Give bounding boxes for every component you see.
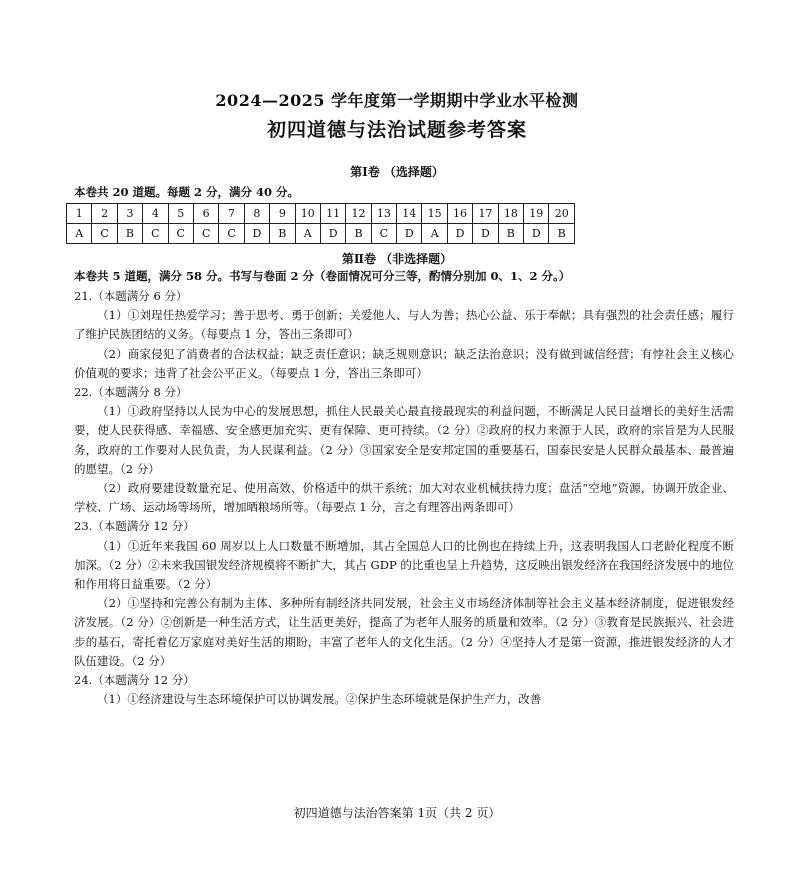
answer-cell: C — [168, 224, 193, 244]
answer-cell: C — [371, 224, 396, 244]
answer-cell: D — [244, 224, 269, 244]
question-number-cell: 5 — [168, 204, 193, 224]
answer-cell: C — [219, 224, 244, 244]
question-number-cell: 7 — [219, 204, 244, 224]
part2-note: 本卷共 5 道题，满分 58 分。书写与卷面 2 分（卷面情况可分三等，酌情分别加 0、1、2 分。） — [74, 269, 571, 283]
question-number-cell: 4 — [143, 204, 168, 224]
question-number-cell: 19 — [524, 204, 549, 224]
page-footer: 初四道德与法治答案第 1页（共 2 页） — [293, 806, 501, 820]
part1-heading: 第Ⅰ卷 （选择题） — [350, 165, 444, 179]
exam-title: 2024—2025 学年度第一学期期中学业水平检测 — [215, 91, 579, 110]
question-number-cell: 14 — [397, 204, 422, 224]
answer-paragraph: （2）①坚持和完善公有制为主体、多种所有制经济共同发展，社会主义市场经济体制等社会主义基本经济制度，促进银发经济发展。（2 分）②创新是一种生活方式，让生活更美好，提高了为老年人服务的质量和效率。（2 分）③教育是民族振兴、社会进步的基石，寄托着亿万家庭对美好生活的期盼，丰富了老年人的文化生活。（2 分）④坚持人才是第一资源，推进银发经济的人才队伍建设。（2 分） — [74, 596, 734, 668]
answer-paragraph: （2）商家侵犯了消费者的合法权益；缺乏责任意识；缺乏规则意识；缺乏法治意识；没有做到诚信经营；有悖社会主义核心价值观的要求；违背了社会公平正义。（每要点 1 分，答出三条即可） — [74, 346, 734, 380]
answer-cell: D — [524, 224, 549, 244]
answer-paragraph: （1）①近年来我国 60 周岁以上人口数量不断增加，其占全国总人口的比例也在持续上升，这表明我国人口老龄化程度不断加深。（2 分）②未来我国银发经济规模将不断扩大，其占 GDP 的比重也呈上升趋势，这反映出银发经济在我国经济发展中的地位和作用将日益重要。（2 分） — [74, 538, 734, 592]
answer-cell: D — [320, 224, 345, 244]
question-number-cell: 2 — [92, 204, 117, 224]
answer-cell: A — [295, 224, 320, 244]
question-title: 24.（本题满分 12 分） — [74, 673, 195, 688]
question-title: 22.（本题满分 8 分） — [74, 385, 188, 400]
answer-cell: B — [270, 224, 295, 244]
document-title: 初四道德与法治试题参考答案 — [266, 119, 527, 141]
answer-paragraph: （2）政府要建设数量充足、使用高效、价格适中的烘干系统；加大对农业机械扶持力度；盘活“空地”资源，协调开放企业、学校、广场、运动场等场所，增加晒粮场所等。（每要点 1 分，言之有理答出两条即可） — [74, 481, 734, 515]
answer-paragraph: （1）①刘珵任热爱学习；善于思考、勇于创新；关爱他人、与人为善；热心公益、乐于奉献；具有强烈的社会责任感；履行了维护民族团结的义务。（每要点 1 分，答出三条即可） — [74, 308, 734, 342]
answer-table — [66, 203, 575, 244]
part1-note: 本卷共 20 道题。每题 2 分，满分 40 分。 — [74, 185, 300, 199]
question-number-cell: 8 — [244, 204, 269, 224]
answer-cell: D — [397, 224, 422, 244]
question-number-row — [67, 204, 575, 224]
answer-row — [67, 224, 575, 244]
question-title: 23.（本题满分 12 分） — [74, 519, 195, 534]
question-number-cell: 16 — [447, 204, 472, 224]
answer-cell: C — [92, 224, 117, 244]
question-number-cell: 9 — [270, 204, 295, 224]
answer-body — [74, 287, 734, 709]
answer-cell: B — [498, 224, 523, 244]
part2-heading: 第Ⅱ卷 （非选择题） — [341, 252, 453, 266]
answer-paragraph: （1）①政府坚持以人民为中心的发展思想，抓住人民最关心最直接最现实的利益问题，不断满足人民日益增长的美好生活需要，使人民获得感、幸福感、安全感更加充实、更有保障、更可持续。（2 分）②政府的权力来源于人民，政府的宗旨是为人民服务，政府的工作要对人民负责，为人民谋利益。（2 分）③国家安全是安邦定国的重要基石，国泰民安是人民群众最基本、最普遍的愿望。（2 分） — [74, 404, 734, 476]
answer-cell: D — [473, 224, 498, 244]
question-number-cell: 11 — [320, 204, 345, 224]
question-number-cell: 15 — [422, 204, 447, 224]
question-number-cell: 3 — [117, 204, 142, 224]
answer-cell: A — [67, 224, 92, 244]
answer-cell: C — [143, 224, 168, 244]
answer-cell: B — [117, 224, 142, 244]
answer-cell: A — [422, 224, 447, 244]
question-number-cell: 6 — [193, 204, 218, 224]
answer-cell: B — [346, 224, 371, 244]
answer-cell: B — [549, 224, 575, 244]
question-number-cell: 10 — [295, 204, 320, 224]
question-number-cell: 13 — [371, 204, 396, 224]
question-number-cell: 12 — [346, 204, 371, 224]
question-number-cell: 1 — [67, 204, 92, 224]
question-number-cell: 20 — [549, 204, 575, 224]
question-title: 21.（本题满分 6 分） — [74, 289, 188, 303]
answer-paragraph: （1）①经济建设与生态环境保护可以协调发展。②保护生态环境就是保护生产力，改善 — [97, 692, 542, 707]
question-number-cell: 17 — [473, 204, 498, 224]
answer-cell: D — [447, 224, 472, 244]
answer-cell: C — [193, 224, 218, 244]
question-number-cell: 18 — [498, 204, 523, 224]
